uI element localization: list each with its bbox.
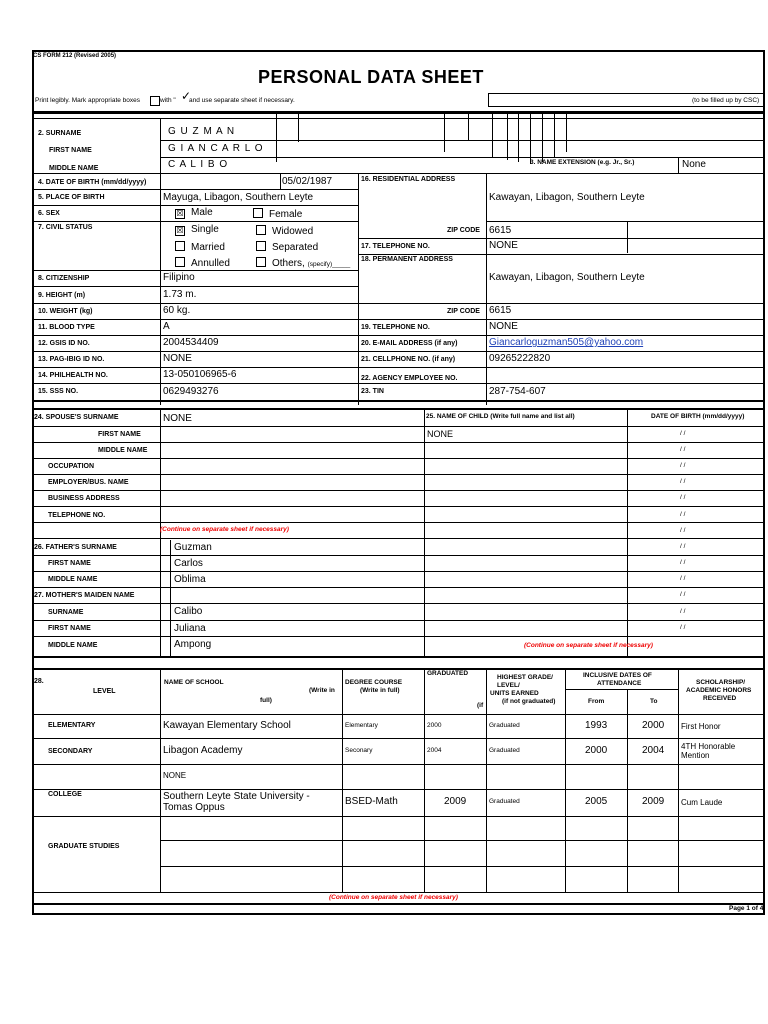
sss-value[interactable]: 0629493276	[163, 386, 219, 397]
grade-header-1: HIGHEST GRADE/	[497, 674, 553, 681]
grade-header-4: (if not graduated)	[502, 698, 556, 705]
child-dob-slash: / /	[680, 462, 686, 469]
telephone-1-value[interactable]: NONE	[489, 240, 518, 251]
mother-middle-name-label: MIDDLE NAME	[48, 642, 98, 649]
edu-grade-secondary[interactable]: Graduated	[489, 747, 520, 754]
divider	[32, 111, 765, 114]
business-address-label: BUSINESS ADDRESS	[48, 495, 120, 502]
child-dob-slash: / /	[680, 446, 686, 453]
level-header: LEVEL	[93, 688, 116, 695]
dob-value[interactable]: 05/02/1987	[282, 176, 333, 187]
cellphone-label: 21. CELLPHONE NO. (if any)	[361, 356, 456, 363]
child-dob-slash: / /	[680, 624, 686, 631]
graduated-header-if: (if	[477, 702, 484, 709]
father-middle-name-value[interactable]: Oblima	[174, 574, 206, 585]
honors-header-1: SCHOLARSHIP/	[696, 679, 746, 686]
continue-note-children: (Continue on separate sheet if necessary)	[524, 642, 653, 649]
blood-type-value[interactable]: A	[163, 321, 170, 332]
edu-level-elementary: ELEMENTARY	[48, 722, 96, 729]
telephone-2-label: 19. TELEPHONE NO.	[361, 324, 430, 331]
child-dob-slash: / /	[680, 478, 686, 485]
employer-label: EMPLOYER/BUS. NAME	[48, 479, 129, 486]
child-name-value[interactable]: NONE	[427, 429, 454, 439]
zip-code-2-value[interactable]: 6615	[489, 305, 512, 316]
spouse-surname-label: 24. SPOUSE'S SURNAME	[34, 414, 119, 421]
edu-from-secondary[interactable]: 2000	[585, 745, 608, 756]
child-dob-slash: / /	[680, 527, 686, 534]
mother-middle-name-value[interactable]: Ampong	[174, 639, 212, 650]
philhealth-value[interactable]: 13-050106965-6	[163, 369, 237, 380]
child-dob-slash: / /	[680, 591, 686, 598]
degree-header: DEGREE COURSE	[345, 679, 403, 686]
email-value[interactable]: Giancarloguzman505@yahoo.com	[489, 337, 644, 348]
child-dob-slash: / /	[680, 511, 686, 518]
female-checkbox[interactable]	[253, 208, 263, 218]
child-dob-slash: / /	[680, 575, 686, 582]
pagibig-label: 13. PAG-IBIG ID NO.	[38, 356, 105, 363]
instructions-text-c: and use separate sheet if necessary.	[189, 97, 295, 104]
education-number: 28.	[34, 678, 44, 685]
edu-to-elementary[interactable]: 2000	[642, 720, 665, 731]
first-name-value[interactable]: G I A N C A R L O	[168, 143, 264, 154]
edu-degree-elementary[interactable]: Elementary	[345, 722, 378, 729]
instructions-text-a: Print legibly. Mark appropriate boxes	[35, 97, 141, 104]
first-name-label: FIRST NAME	[49, 147, 92, 154]
edu-school-elementary[interactable]: Kawayan Elementary School	[163, 720, 291, 731]
child-dob-slash: / /	[680, 494, 686, 501]
separated-checkbox[interactable]	[256, 241, 266, 251]
height-value[interactable]: 1.73 m.	[163, 289, 197, 300]
email-label: 20. E-MAIL ADDRESS (if any)	[361, 340, 458, 347]
spouse-middle-name-label: MIDDLE NAME	[98, 447, 148, 454]
citizenship-label: 8. CITIZENSHIP	[38, 275, 90, 282]
weight-value[interactable]: 60 kg.	[163, 305, 191, 316]
edu-grade-college[interactable]: Graduated	[489, 798, 520, 805]
edu-to-college[interactable]: 2009	[642, 796, 665, 807]
residential-address-value[interactable]: Kawayan, Libagon, Southern Leyte	[489, 192, 645, 203]
child-dob-slash: / /	[680, 608, 686, 615]
mother-maiden-name-label: 27. MOTHER'S MAIDEN NAME	[34, 592, 135, 599]
dates-header-2: ATTENDANCE	[597, 680, 642, 687]
gsis-value[interactable]: 2004534409	[163, 337, 219, 348]
edu-grade-elementary[interactable]: Graduated	[489, 722, 520, 729]
tin-value[interactable]: 287-754-607	[489, 386, 546, 397]
degree-header-sub: (Write in full)	[360, 687, 400, 694]
annulled-checkbox[interactable]	[175, 257, 185, 267]
spouse-telephone-label: TELEPHONE NO.	[48, 512, 106, 519]
father-first-name-value[interactable]: Carlos	[174, 558, 203, 569]
separated-option[interactable]: Separated	[256, 241, 318, 253]
edu-level-graduate: GRADUATE STUDIES	[48, 843, 120, 850]
sex-male-option[interactable]: ☒ Male	[176, 207, 213, 218]
father-surname-label: 26. FATHER'S SURNAME	[34, 544, 117, 551]
pagibig-value[interactable]: NONE	[163, 353, 192, 364]
honors-header-3: RECEIVED	[703, 695, 737, 702]
instructions-text-b: with "	[160, 97, 176, 104]
child-dob-label: DATE OF BIRTH (mm/dd/yyyy)	[651, 413, 745, 420]
name-extension-label: 3. NAME EXTENSION (e.g. Jr., Sr.)	[530, 159, 635, 166]
citizenship-value[interactable]: Filipino	[163, 272, 195, 283]
surname-value[interactable]: G U Z M A N	[168, 126, 236, 137]
child-name-label: 25. NAME OF CHILD (Write full name and list all)	[426, 413, 575, 420]
widowed-checkbox[interactable]	[256, 225, 266, 235]
to-header: To	[650, 698, 658, 705]
edu-honor-college[interactable]: Cum Laude	[681, 798, 723, 807]
csc-note: (to be filled up by CSC)	[692, 97, 760, 104]
zip-code-label: ZIP CODE	[447, 227, 480, 234]
blood-type-label: 11. BLOOD TYPE	[38, 324, 95, 331]
school-header: NAME OF SCHOOL	[164, 679, 224, 686]
honors-header-2: ACADEMIC HONORS	[686, 687, 752, 694]
edu-school-secondary[interactable]: Libagon Academy	[163, 745, 243, 756]
spouse-surname-value[interactable]: NONE	[163, 413, 192, 424]
gsis-label: 12. GSIS ID NO.	[38, 340, 90, 347]
school-header-full: full)	[260, 697, 272, 704]
spouse-first-name-label: FIRST NAME	[98, 431, 141, 438]
edu-from-elementary[interactable]: 1993	[585, 720, 608, 731]
edu-degree-college[interactable]: BSED-Math	[345, 796, 398, 807]
others-option[interactable]: Others, (specify)_____	[256, 257, 350, 269]
mother-first-name-value[interactable]: Juliana	[174, 623, 206, 634]
single-option[interactable]: ☒ Single	[176, 224, 219, 235]
edu-school-vocational[interactable]: NONE	[163, 771, 187, 780]
edu-school-college[interactable]: Southern Leyte State University - Tomas Oppus	[163, 791, 310, 813]
height-label: 9. HEIGHT (m)	[38, 292, 86, 299]
mother-surname-value[interactable]: Calibo	[174, 606, 203, 617]
edu-year-secondary[interactable]: 2004	[427, 747, 442, 754]
dates-header-1: INCLUSIVE DATES OF	[583, 672, 652, 679]
tin-label: 23. TIN	[361, 388, 384, 395]
married-checkbox[interactable]	[175, 241, 185, 251]
sss-label: 15. SSS NO.	[38, 388, 79, 395]
edu-year-elementary[interactable]: 2000	[427, 722, 442, 729]
school-header-write: (Write in	[309, 687, 335, 694]
middle-name-value[interactable]: C A L I B O	[168, 159, 229, 170]
sex-female-option[interactable]: Female	[253, 208, 302, 220]
pob-value[interactable]: Mayuga, Libagon, Southern Leyte	[163, 192, 314, 203]
continue-note-spouse: (Continue on separate sheet if necessary)	[160, 526, 289, 533]
single-checkbox[interactable]: ☒	[176, 226, 184, 235]
divider	[32, 118, 765, 119]
mother-surname-label: SURNAME	[48, 609, 84, 616]
annulled-option[interactable]: Annulled	[175, 257, 230, 269]
married-option[interactable]: Married	[175, 241, 225, 253]
from-header: From	[588, 698, 605, 705]
permanent-address-value[interactable]: Kawayan, Libagon, Southern Leyte	[489, 272, 645, 283]
zip-code-label-2: ZIP CODE	[447, 308, 480, 315]
pob-label: 5. PLACE OF BIRTH	[38, 194, 105, 201]
weight-label: 10. WEIGHT (kg)	[38, 308, 93, 315]
child-dob-slash: / /	[680, 430, 686, 437]
telephone-2-value[interactable]: NONE	[489, 321, 518, 332]
father-surname-value[interactable]: Guzman	[174, 542, 212, 553]
dob-label: 4. DATE OF BIRTH (mm/dd/yyyy)	[38, 179, 147, 186]
edu-to-secondary[interactable]: 2004	[642, 745, 665, 756]
sex-label: 6. SEX	[38, 210, 60, 217]
father-first-name-label: FIRST NAME	[48, 560, 91, 567]
zip-code-1-value[interactable]: 6615	[489, 225, 512, 236]
occupation-label: OCCUPATION	[48, 463, 95, 470]
edu-level-college: COLLEGE	[48, 791, 82, 798]
surname-label: 2. SURNAME	[38, 130, 82, 137]
edu-from-college[interactable]: 2005	[585, 796, 608, 807]
graduated-header: GRADUATED	[427, 670, 469, 677]
page-number: Page 1 of 4	[729, 905, 764, 912]
grade-header-3: UNITS EARNED	[490, 690, 539, 697]
widowed-option[interactable]: Widowed	[256, 225, 313, 237]
civil-status-label: 7. CIVIL STATUS	[38, 224, 93, 231]
mother-first-name-label: FIRST NAME	[48, 625, 91, 632]
philhealth-label: 14. PHILHEALTH NO.	[38, 372, 108, 379]
child-dob-slash: / /	[680, 543, 686, 550]
male-checkbox[interactable]: ☒	[176, 209, 184, 218]
permanent-address-label: 18. PERMANENT ADDRESS	[361, 256, 453, 263]
edu-year-college[interactable]: 2009	[444, 796, 467, 807]
others-checkbox[interactable]	[256, 257, 266, 267]
form-code: CS FORM 212 (Revised 2005)	[33, 53, 117, 59]
telephone-1-label: 17. TELEPHONE NO.	[361, 243, 430, 250]
edu-level-secondary: SECONDARY	[48, 748, 93, 755]
cellphone-value[interactable]: 09265222820	[489, 353, 551, 364]
edu-degree-secondary[interactable]: Seconary	[345, 747, 373, 754]
name-extension-value[interactable]: None	[682, 159, 706, 170]
continue-note-education: (Continue on separate sheet if necessary)	[329, 894, 458, 901]
edu-honor-secondary[interactable]: 4TH Honorable Mention	[681, 742, 736, 760]
residential-address-label: 16. RESIDENTIAL ADDRESS	[361, 176, 456, 183]
agency-employee-label: 22. AGENCY EMPLOYEE NO.	[361, 375, 458, 382]
father-middle-name-label: MIDDLE NAME	[48, 576, 98, 583]
child-dob-slash: / /	[680, 559, 686, 566]
middle-name-label: MIDDLE NAME	[49, 165, 99, 172]
grade-header-2: LEVEL/	[497, 682, 520, 689]
edu-honor-elementary[interactable]: First Honor	[681, 722, 721, 731]
checkmark-icon: ✓	[181, 89, 192, 103]
page-title: PERSONAL DATA SHEET	[258, 67, 484, 87]
